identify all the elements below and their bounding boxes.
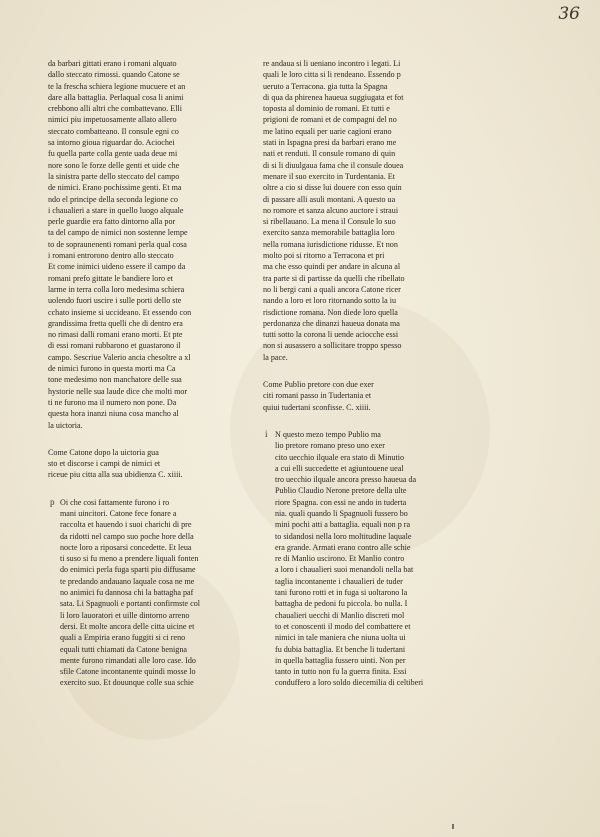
- text-line: re di Manlio uscirono. Et Manlio contro: [275, 554, 405, 564]
- initial-guide-letter: i: [265, 428, 268, 439]
- text-line: N questo mezo tempo Publio ma: [275, 429, 381, 439]
- text-line: a loro i chaualieri suoi menandoli nella bat: [275, 565, 414, 575]
- text-line: ti ne furono ma il numero non pone. Da: [48, 397, 177, 407]
- text-line: i chaualieri a stare in quello luogo alquale: [48, 205, 184, 215]
- text-line: la sinistra parte dello steccato del campo: [48, 171, 180, 181]
- text-line: da ridotti nel campo suo poche hore della: [60, 531, 194, 541]
- text-line: Come Catone dopo la uictoria gua: [48, 447, 159, 457]
- text-line: campo. Sescriue Valerio ancia chesoltre a xl: [48, 352, 191, 362]
- text-line: larme in terra colla loro medesima schiera: [48, 284, 185, 294]
- text-line: to de sopraunenenti romani perla qual cosa: [48, 239, 187, 249]
- text-line: di essi romani rubbarono et guastarono il: [48, 341, 181, 351]
- text-line: dare alla battaglia. Perlaqual cosa li animi: [48, 92, 184, 102]
- text-line: nimici piu impetuosamente allato allero: [48, 115, 177, 125]
- text-line: tra parte si di partisse da quelli che ribellato: [263, 273, 405, 283]
- text-line: raccolta et hauendo i suoi charichi di pre: [60, 520, 192, 530]
- text-line: riceue piu citta alla sua ubidienza C. xiiii.: [48, 470, 183, 480]
- text-line: ma che esso quindi per andare in alcuna al: [263, 262, 401, 272]
- text-line: hystorie nelle sua laude dice che molti mor: [48, 386, 188, 396]
- text-line: li loro lauoratori et uille dintorno arreno: [60, 610, 190, 620]
- left-chapter-heading: [48, 447, 266, 481]
- text-line: cito uecchio ilquale era stato di Minutio: [275, 452, 405, 462]
- text-line: mente furono rimandati alle loro case. Ido: [60, 655, 196, 665]
- text-line: te la frescha schiera legione mucuere et an: [48, 81, 186, 91]
- right-paragraph-2: [263, 429, 481, 689]
- text-line: da barbari gittati erano i romani alquato: [48, 59, 177, 68]
- text-line: la uictoria.: [48, 420, 83, 430]
- text-line: perle guardie era fatto dintorno alla por: [48, 217, 176, 227]
- text-line: a cui elli succedette et agiuntouene ueal: [275, 463, 404, 473]
- text-line: stati in Ispagna presi da barbari erano me: [263, 138, 397, 148]
- text-line: di qua da phirenea haueua suggiugata et fot: [263, 92, 404, 102]
- text-line: citi romani passo in Tudertania et: [263, 391, 372, 401]
- left-column: [48, 58, 266, 705]
- text-line: de nimici furono in questa morti ma Ca: [48, 364, 176, 374]
- text-line: tani furono rotti et in fuga si uoltarono la: [275, 588, 408, 598]
- text-line: toposta al dominio de romani. Et tutti e: [263, 104, 390, 114]
- text-line: ti suso si fu meno a prendere liquali fonten: [60, 554, 199, 564]
- left-paragraph-1: [48, 58, 266, 431]
- wormhole-mark: [452, 824, 454, 829]
- text-line: crebbono alli altri che combattevano. Elli: [48, 104, 182, 114]
- text-line: fu dubia battaglia. Et benche li tudertani: [275, 644, 406, 654]
- text-line: to et conoscenti il modo del combattere et: [275, 621, 411, 631]
- text-line: no romore et sanza alcuno auctore i straui: [263, 205, 399, 215]
- text-line: oltre a cio si disse lui douere con esso quin: [263, 183, 402, 193]
- text-line: tutti sotto la corona li uende aciocche essi: [263, 330, 399, 340]
- text-line: nocte loro a riposarsi concedette. Et leua: [60, 542, 192, 552]
- text-line: di passare alli asuli montani. A questo ua: [263, 194, 396, 204]
- text-line: menare il suo exercito in Turdentania. Et: [263, 171, 395, 181]
- text-line: Publio Claudio Nerone pretore della ulte: [275, 486, 407, 496]
- text-line: mani uincitori. Catone fece fonare a: [60, 508, 177, 518]
- text-line: perdonanza che dinanzi haueua donata ma: [263, 318, 400, 328]
- text-line: re andaua si li ueniano incontro i legati. Li: [263, 59, 401, 68]
- text-line: sfile Catone incontanente quindi mosse lo: [60, 667, 196, 677]
- text-line: taglia incontanente i chaualieri de tuder: [275, 576, 403, 586]
- text-line: riore Spagna. con essi ne ando in tuderta: [275, 497, 407, 507]
- text-line: nia. quali quando li Spagnuoli fussero bo: [275, 508, 408, 518]
- text-line: cchato insieme si uccideano. Et essendo con: [48, 307, 192, 317]
- text-line: mini pochi atti a battaglia. equali non p ra: [275, 520, 411, 530]
- text-line: Oi che cosi fattamente furono i ro: [60, 497, 170, 507]
- left-paragraph-2: [48, 497, 266, 689]
- text-line: uolendo fuori uscire i sulle porti dello ste: [48, 296, 182, 306]
- text-line: do enimici perla fuga sparti piu diffusame: [60, 565, 196, 575]
- text-line: steccato combatteano. Il consule egni co: [48, 126, 179, 136]
- text-line: nimici in tale maniera che niuna uolta ui: [275, 633, 406, 643]
- text-line: non si ausassero a sollicitare troppo spesso: [263, 341, 402, 351]
- text-line: ta del campo de nimici non sostenne lempe: [48, 228, 188, 238]
- text-line: exercito sanza memorabile battaglia loro: [263, 228, 395, 238]
- text-line: Et come inimici uideno essere il campo da: [48, 262, 186, 272]
- text-line: prigioni de romani et de compagni del no: [263, 115, 397, 125]
- text-line: la pace.: [263, 352, 288, 362]
- text-line: battagha de pedoni fu piccola. bo nulla. I: [275, 599, 408, 609]
- text-line: in quella battaglia fussero uinti. Non per: [275, 655, 406, 665]
- text-line: exercito suo. Et douunque colle sua schie: [60, 678, 194, 688]
- text-line: ueruto a Terracona. gia tutta la Spagna: [263, 81, 388, 91]
- right-column: [263, 58, 481, 705]
- text-line: lio pretore romano preso uno exer: [275, 441, 385, 451]
- text-line: di si li diuulgaua fama che il consule douea: [263, 160, 404, 170]
- text-line: tone medesimo non manchatore delle sua: [48, 375, 182, 385]
- text-line: me latino equali per uarie cagioni erano: [263, 126, 392, 136]
- text-line: to sidandosi nella loro moltitudine laquale: [275, 531, 412, 541]
- text-line: sto et discorse i campi de nimici et: [48, 459, 161, 469]
- text-line: nore sono le forze delle genti et uide che: [48, 160, 180, 170]
- text-line: quali a Empiria erano fuggiti si ci reno: [60, 633, 186, 643]
- text-line: era grande. Armati erano contro alle schie: [275, 542, 411, 552]
- text-line: grandissima fretta quelli che di dentro era: [48, 318, 183, 328]
- text-line: questa hora inanzi niuna cosa mancho al: [48, 409, 179, 419]
- text-line: nati et renduti. Il consule romano di quin: [263, 149, 396, 159]
- text-line: sa intorno gioua riguardar do. Aciochei: [48, 138, 175, 148]
- right-chapter-heading: [263, 379, 481, 413]
- text-line: si ribellauano. La mena il Consule lo suo: [263, 217, 396, 227]
- text-line: no animici fu dannosa chi la battagha paf: [60, 588, 194, 598]
- text-line: quiui tudertani sconfisse. C. xiiii.: [263, 402, 371, 412]
- text-line: conduffero a loro soldo diecemilia di celtiberi: [275, 678, 424, 688]
- text-line: molto poi si ritorno a Terracona et pri: [263, 251, 385, 261]
- text-line: no li bergi cani a quali ancora Catone ricer: [263, 284, 401, 294]
- text-line: quali le loro citta si li rendeano. Essendo p: [263, 70, 401, 80]
- text-line: equali tutti chiamati da Catone benigna: [60, 644, 187, 654]
- text-line: sata. Li Spagnuoli e portanti confirmste col: [60, 599, 201, 609]
- text-line: romani prefo gittate le bandiere loro et: [48, 273, 173, 283]
- text-line: de nimici. Erano pochissime genti. Et ma: [48, 183, 182, 193]
- text-line: no rimasi dalli romani erano morti. Et pte: [48, 330, 183, 340]
- text-line: tro uecchio ilquale ancora presso haueua da: [275, 475, 417, 485]
- text-line: risdictione romana. Non diede loro quella: [263, 307, 398, 317]
- initial-guide-letter: p: [50, 496, 55, 507]
- folio-number: 36: [558, 4, 580, 24]
- text-line: dersi. Et molte ancora delle citta uicine et: [60, 621, 195, 631]
- text-line: ndo el principe della seconda legione co: [48, 194, 178, 204]
- text-line: nella romana iurisdictione ridusse. Et non: [263, 239, 398, 249]
- text-line: i romani entrorono dentro allo steccato: [48, 251, 174, 261]
- text-line: dallo steccato rimossi. quando Catone se: [48, 70, 180, 80]
- text-line: te predando andauano laquale cosa ne me: [60, 576, 195, 586]
- right-paragraph-1: [263, 58, 481, 363]
- text-line: chaualieri uecchi di Manlio discreti mol: [275, 610, 405, 620]
- text-line: nando a loro et loro ritornando sotto la iu: [263, 296, 397, 306]
- text-line: tanto in tutto non fu la guerra finita. Essi: [275, 667, 407, 677]
- text-line: fu quella parte colla gente uada deue mi: [48, 149, 178, 159]
- text-line: Come Publio pretore con due exer: [263, 380, 374, 390]
